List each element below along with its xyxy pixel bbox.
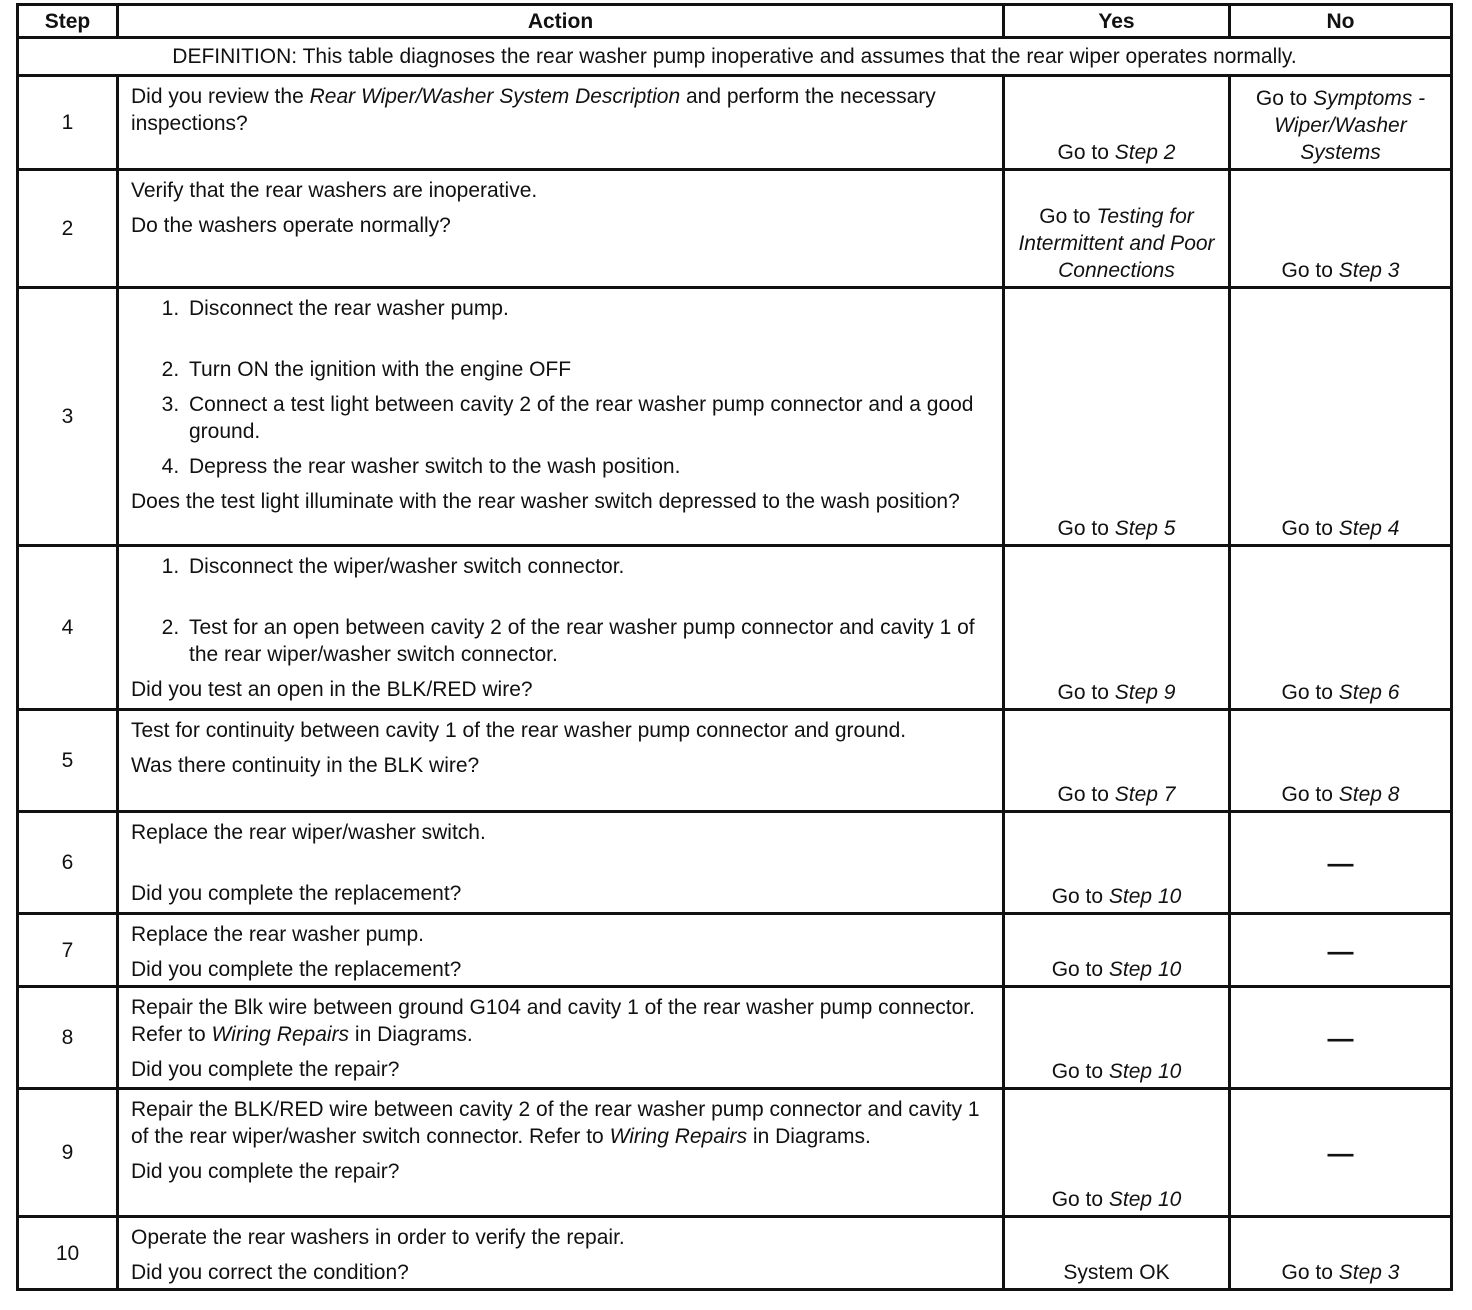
step-number: 10: [18, 1217, 118, 1290]
no-cell-dash: —: [1230, 987, 1452, 1089]
no-target: Step 3: [1338, 1261, 1400, 1284]
yes-cell: [1004, 170, 1230, 288]
yes-target: Step 2: [1114, 141, 1176, 164]
yes-target: Step 10: [1108, 885, 1182, 908]
action-text: Replace the rear wiper/washer switch.: [131, 821, 486, 844]
header-yes: Yes: [1004, 5, 1230, 38]
go-to-label: Go to: [1281, 259, 1333, 282]
yes-cell: System OK: [1004, 1217, 1230, 1290]
reference-link: Wiring Repairs: [211, 1023, 350, 1046]
go-to-label: Go to: [1039, 205, 1091, 228]
reference-link: Rear Wiper/Washer System Description: [309, 85, 681, 108]
table-row: [18, 1217, 1452, 1290]
no-cell: [1230, 1217, 1452, 1290]
instruction-item: 2. Test for an open between cavity 2 of the rear washer pump connector and cavity 1 of the rear wiper/washer switch connector.: [185, 614, 992, 668]
header-row: [18, 5, 1452, 38]
go-to-label: Go to: [1051, 885, 1104, 908]
action-cell: [118, 546, 1004, 710]
action-text: and perform the necessary inspections?: [131, 85, 936, 135]
yes-target: Testing for Intermittent and Poor Connections: [1018, 205, 1215, 282]
action-text: Operate the rear washers in order to verify the repair.: [131, 1226, 625, 1249]
yes-cell: [1004, 710, 1230, 812]
step-number: 7: [18, 914, 118, 987]
yes-cell: [1004, 76, 1230, 170]
definition-row: [18, 38, 1452, 76]
go-to-label: Go to: [1281, 783, 1333, 806]
no-target: Step 4: [1338, 517, 1400, 540]
go-to-label: Go to: [1281, 517, 1333, 540]
yes-target: Step 7: [1114, 783, 1176, 806]
action-text: Replace the rear washer pump.: [131, 923, 424, 946]
go-to-label: Go to: [1057, 141, 1109, 164]
step-number: 5: [18, 710, 118, 812]
header-action: Action: [118, 5, 1004, 38]
yes-cell: [1004, 546, 1230, 710]
no-target: Step 8: [1338, 783, 1400, 806]
table-row: [18, 170, 1452, 288]
action-text: Did you review the: [131, 85, 310, 108]
action-text: Verify that the rear washers are inoperative.: [131, 179, 538, 202]
question-text: Did you correct the condition?: [131, 1261, 409, 1284]
action-cell: [118, 76, 1004, 170]
no-cell: [1230, 546, 1452, 710]
no-cell: [1230, 76, 1452, 170]
instruction-item: 1. Disconnect the rear washer pump.: [185, 295, 992, 322]
action-text: Repair the BLK/RED wire between cavity 2 of the rear washer pump connector and cavity 1 of the rear wiper/washer switch connector. Refer to: [131, 1098, 980, 1148]
step-number: 8: [18, 987, 118, 1089]
action-cell: [118, 812, 1004, 914]
no-cell-dash: —: [1230, 812, 1452, 914]
go-to-label: Go to: [1281, 1261, 1333, 1284]
instruction-list: [131, 553, 992, 668]
header-no: No: [1230, 5, 1452, 38]
instruction-list: [131, 295, 992, 480]
yes-cell: [1004, 987, 1230, 1089]
yes-target: Step 10: [1108, 1188, 1182, 1211]
definition-text: DEFINITION: This table diagnoses the rear washer pump inoperative and assumes that the rear wiper operates normally.: [18, 38, 1452, 76]
action-cell: [118, 710, 1004, 812]
instruction-item: 1. Disconnect the wiper/washer switch connector.: [185, 553, 992, 580]
go-to-label: Go to: [1281, 681, 1333, 704]
action-cell: [118, 170, 1004, 288]
table-row: [18, 812, 1452, 914]
yes-cell: [1004, 914, 1230, 987]
question-text: Was there continuity in the BLK wire?: [131, 754, 480, 777]
step-number: 1: [18, 76, 118, 170]
action-cell: [118, 1089, 1004, 1217]
action-cell: [118, 1217, 1004, 1290]
go-to-label: Go to: [1051, 1188, 1104, 1211]
go-to-label: Go to: [1051, 1060, 1104, 1083]
table-row: [18, 288, 1452, 546]
table-row: [18, 76, 1452, 170]
no-target: Step 6: [1338, 681, 1400, 704]
yes-cell: [1004, 812, 1230, 914]
table-row: [18, 546, 1452, 710]
go-to-label: Go to: [1057, 681, 1109, 704]
question-text: Did you complete the repair?: [131, 1058, 400, 1081]
question-text: Do the washers operate normally?: [131, 214, 451, 237]
go-to-label: Go to: [1057, 517, 1109, 540]
no-cell: [1230, 710, 1452, 812]
no-cell-dash: —: [1230, 1089, 1452, 1217]
table-row: [18, 914, 1452, 987]
step-number: 6: [18, 812, 118, 914]
header-step: Step: [18, 5, 118, 38]
question-text: Did you complete the replacement?: [131, 882, 462, 905]
question-text: Did you complete the replacement?: [131, 958, 462, 981]
instruction-item: 2. Turn ON the ignition with the engine OFF: [185, 356, 992, 383]
go-to-label: Go to: [1051, 958, 1104, 981]
table-row: [18, 710, 1452, 812]
no-cell-dash: —: [1230, 914, 1452, 987]
no-target: Symptoms - Wiper/Washer Systems: [1274, 87, 1426, 164]
action-cell: [118, 914, 1004, 987]
yes-cell: [1004, 288, 1230, 546]
action-text: Repair the Blk wire between ground G104 and cavity 1 of the rear washer pump connector. Refer to: [131, 996, 975, 1046]
question-text: Did you test an open in the BLK/RED wire?: [131, 678, 533, 701]
yes-cell: [1004, 1089, 1230, 1217]
action-cell: [118, 987, 1004, 1089]
action-text: Test for continuity between cavity 1 of the rear washer pump connector and ground.: [131, 719, 907, 742]
no-cell: [1230, 288, 1452, 546]
no-cell: [1230, 170, 1452, 288]
step-number: 9: [18, 1089, 118, 1217]
no-target: Step 3: [1338, 259, 1400, 282]
yes-target: Step 10: [1108, 1060, 1182, 1083]
question-text: Did you complete the repair?: [131, 1160, 400, 1183]
step-number: 4: [18, 546, 118, 710]
diagnostic-table: [16, 3, 1453, 1291]
action-cell: [118, 288, 1004, 546]
instruction-item: 4. Depress the rear washer switch to the wash position.: [185, 453, 992, 480]
yes-target: Step 5: [1114, 517, 1176, 540]
yes-target: Step 9: [1114, 681, 1176, 704]
action-text: in Diagrams.: [349, 1023, 473, 1046]
step-number: 3: [18, 288, 118, 546]
yes-target: Step 10: [1108, 958, 1182, 981]
go-to-label: Go to: [1255, 87, 1308, 110]
action-text: in Diagrams.: [747, 1125, 871, 1148]
table-row: [18, 987, 1452, 1089]
question-text: Does the test light illuminate with the rear washer switch depressed to the wash position?: [131, 490, 960, 513]
instruction-item: 3. Connect a test light between cavity 2 of the rear washer pump connector and a good ground.: [185, 391, 992, 445]
reference-link: Wiring Repairs: [609, 1125, 748, 1148]
go-to-label: Go to: [1057, 783, 1109, 806]
table-row: [18, 1089, 1452, 1217]
step-number: 2: [18, 170, 118, 288]
